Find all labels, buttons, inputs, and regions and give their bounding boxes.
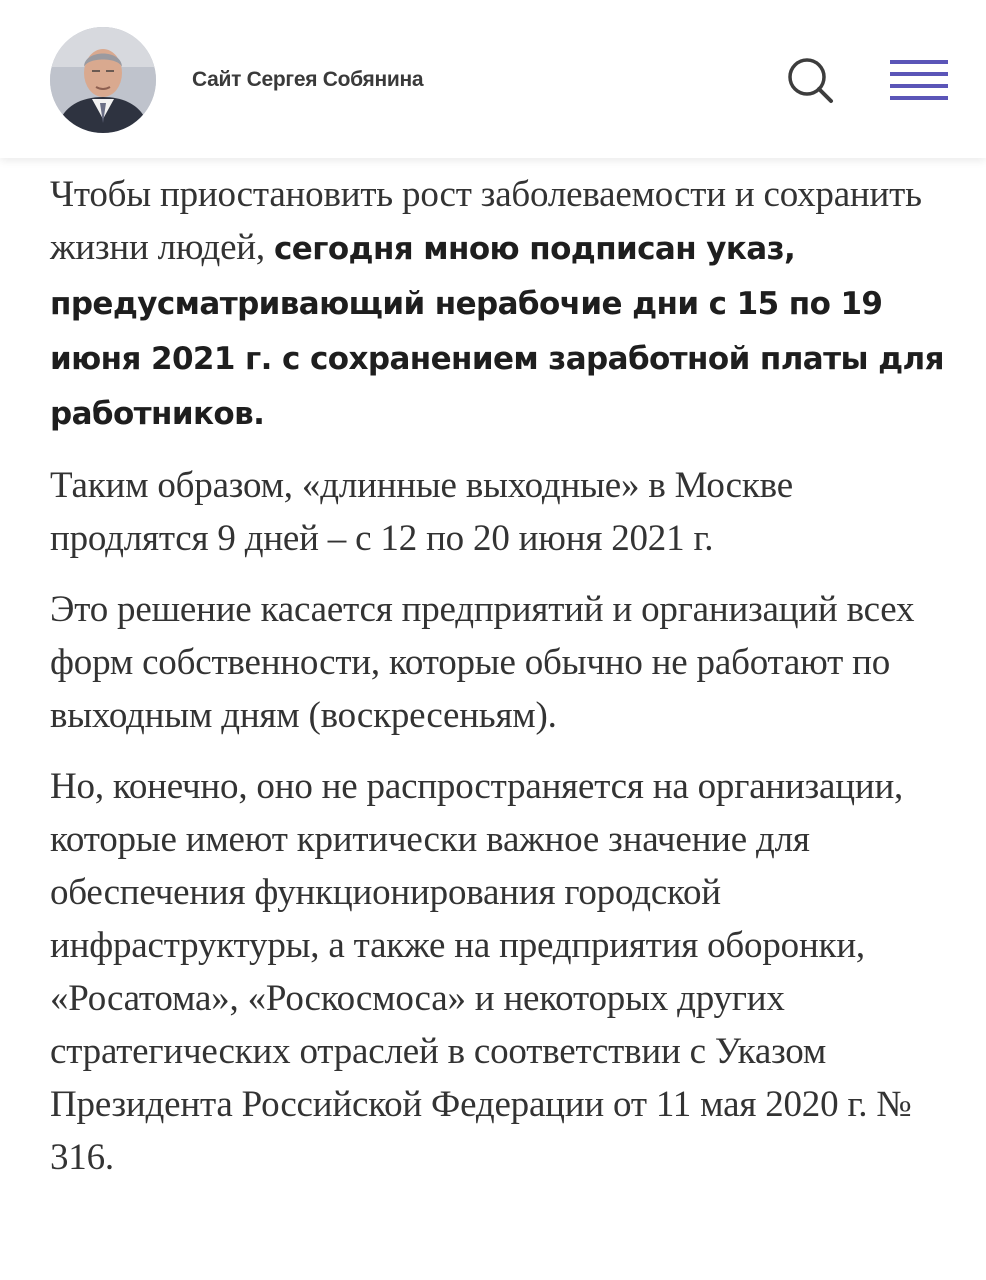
search-button[interactable] <box>782 52 838 108</box>
paragraph-1-bold-text: сегодня мною подписан указ, предусматривающий нерабочие дни с 15 по 19 июня 2021 г. с сохранением заработной платы для работников. <box>50 231 944 432</box>
article-content <box>50 168 955 1202</box>
portrait-avatar[interactable] <box>50 27 156 133</box>
portrait-image <box>50 27 156 133</box>
paragraph-1-text: Чтобы приостановить рост заболеваемости и сохранить жизни людей, <box>50 174 922 268</box>
site-header <box>0 0 986 158</box>
hamburger-menu-icon <box>886 56 952 104</box>
site-title[interactable]: Сайт Сергея Собянина <box>192 68 424 91</box>
article-paragraph-1 <box>50 168 955 441</box>
search-icon <box>782 52 838 108</box>
menu-button[interactable] <box>886 56 952 104</box>
article-paragraph-4: Но, конечно, оно не распространяется на организации, которые имеют критически важное значение для обеспечения функционирования городской инфраструктуры, а также на предприятия оборонки, «Росатома», «Роскосмоса» и некоторых других стратегических отраслей в соответствии с Указом Президента Российской Федерации от 11 мая 2020 г. № 316. <box>50 766 912 1178</box>
article-paragraph-3: Это решение касается предприятий и организаций всех форм собственности, которые обычно не работают по выходным дням (воскресеньям). <box>50 589 915 736</box>
article-paragraph-2: Таким образом, «длинные выходные» в Москве продлятся 9 дней – с 12 по 20 июня 2021 г. <box>50 465 793 559</box>
